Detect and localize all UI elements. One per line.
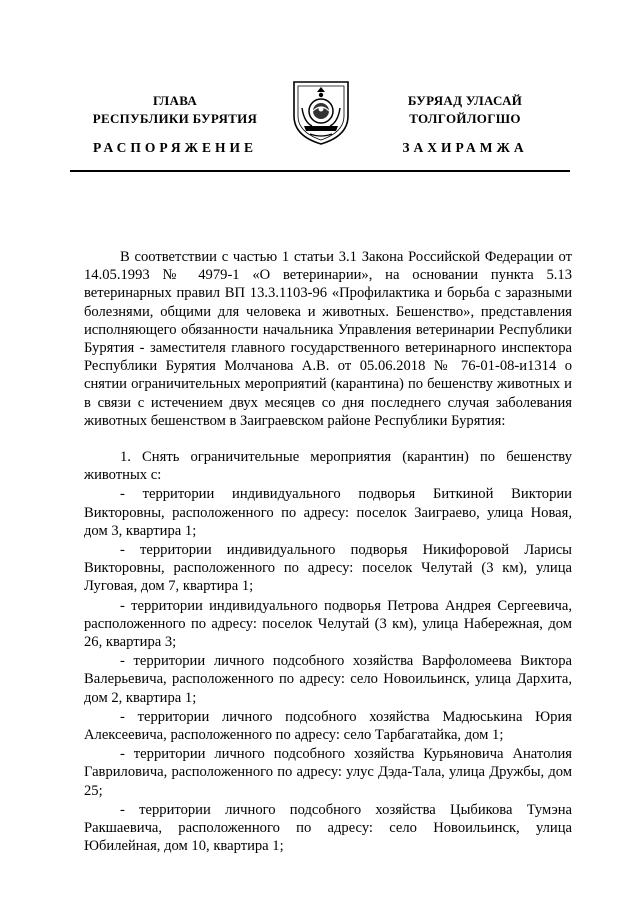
doc-type-right: ЗАХИРАМЖА [402,140,528,155]
header-left-block [70,92,280,128]
header-right-line1: БУРЯАД УЛАСАЙ [407,93,523,108]
list-item: - территории личного подсобного хозяйства Мадюськина Юрия Алексеевича, расположенного по адресу: село Тарбагатайка, дом 1; [84,708,572,744]
preamble-paragraph: В соответствии с частью 1 статьи 3.1 Закона Российской Федерации от 14.05.1993 № 4979-1 «О ветеринарии», на основании пункта 5.13 ветеринарных правил ВП 13.3.1103-96 «Профилактика и борьба с заразными болезнями, общими для человека и животных. Бешенство», представления исполняющего обязанности начальника Управления ветеринарии Республики Бурятия - заместителя главного государственного ветеринарного инспектора Республики Бурятия Молчанова А.В. от 05.06.2018 № 76-01-08-и1314 о снятии ограничительных мероприятий (карантина) по бешенству животных и в связи с истечением двух месяцев со дня последнего случая заболевания животных бешенством в Заиграевском районе Республики Бурятия: [84,249,572,429]
doc-type-left: РАСПОРЯЖЕНИЕ [92,140,258,155]
coat-of-arms-icon [290,78,352,146]
list-item: - территории личного подсобного хозяйства Варфоломеева Виктора Валерьевича, расположенного по адресу: село Новоильинск, улица Дархита, дом 2, квартира 1; [84,653,572,706]
header-right-line2: ТОЛГОЙЛОГШО [409,111,521,126]
header-right-block [360,92,570,128]
document-header [0,0,640,175]
list-item: - территории личного подсобного хозяйства Цыбикова Тумэна Ракшаевича, расположенного по адресу: село Новоильинск, улица Юбилейная, дом 10, квартира 1; [84,801,572,855]
document-body [84,248,572,856]
list-item: - территории индивидуального подворья Биткиной Виктории Викторовны, расположенного по адресу: поселок Заиграево, улица Новая, дом 3, квартира 1; [84,486,572,539]
list-item: - территории индивидуального подворья Петрова Андрея Сергеевича, расположенного по адресу: поселок Челутай (3 км), улица Набережная, дом 26, квартира 3; [84,597,572,651]
list-item: - территории индивидуального подворья Никифоровой Ларисы Викторовны, расположенного по адресу: поселок Челутай (3 км), улица Луговая, дом 7, квартира 1; [84,542,572,595]
header-divider [70,170,570,172]
header-left-line1: ГЛАВА [152,93,198,108]
list-item: - территории личного подсобного хозяйства Курьяновича Анатолия Гавриловича, расположенного по адресу: улус Дэда-Тала, улица Дружбы, дом 25; [84,746,572,799]
header-left-line2: РЕСПУБЛИКИ БУРЯТИЯ [92,111,258,126]
item1-intro: 1. Снять ограничительные мероприятия (карантин) по бешенству животных с: [84,449,572,484]
